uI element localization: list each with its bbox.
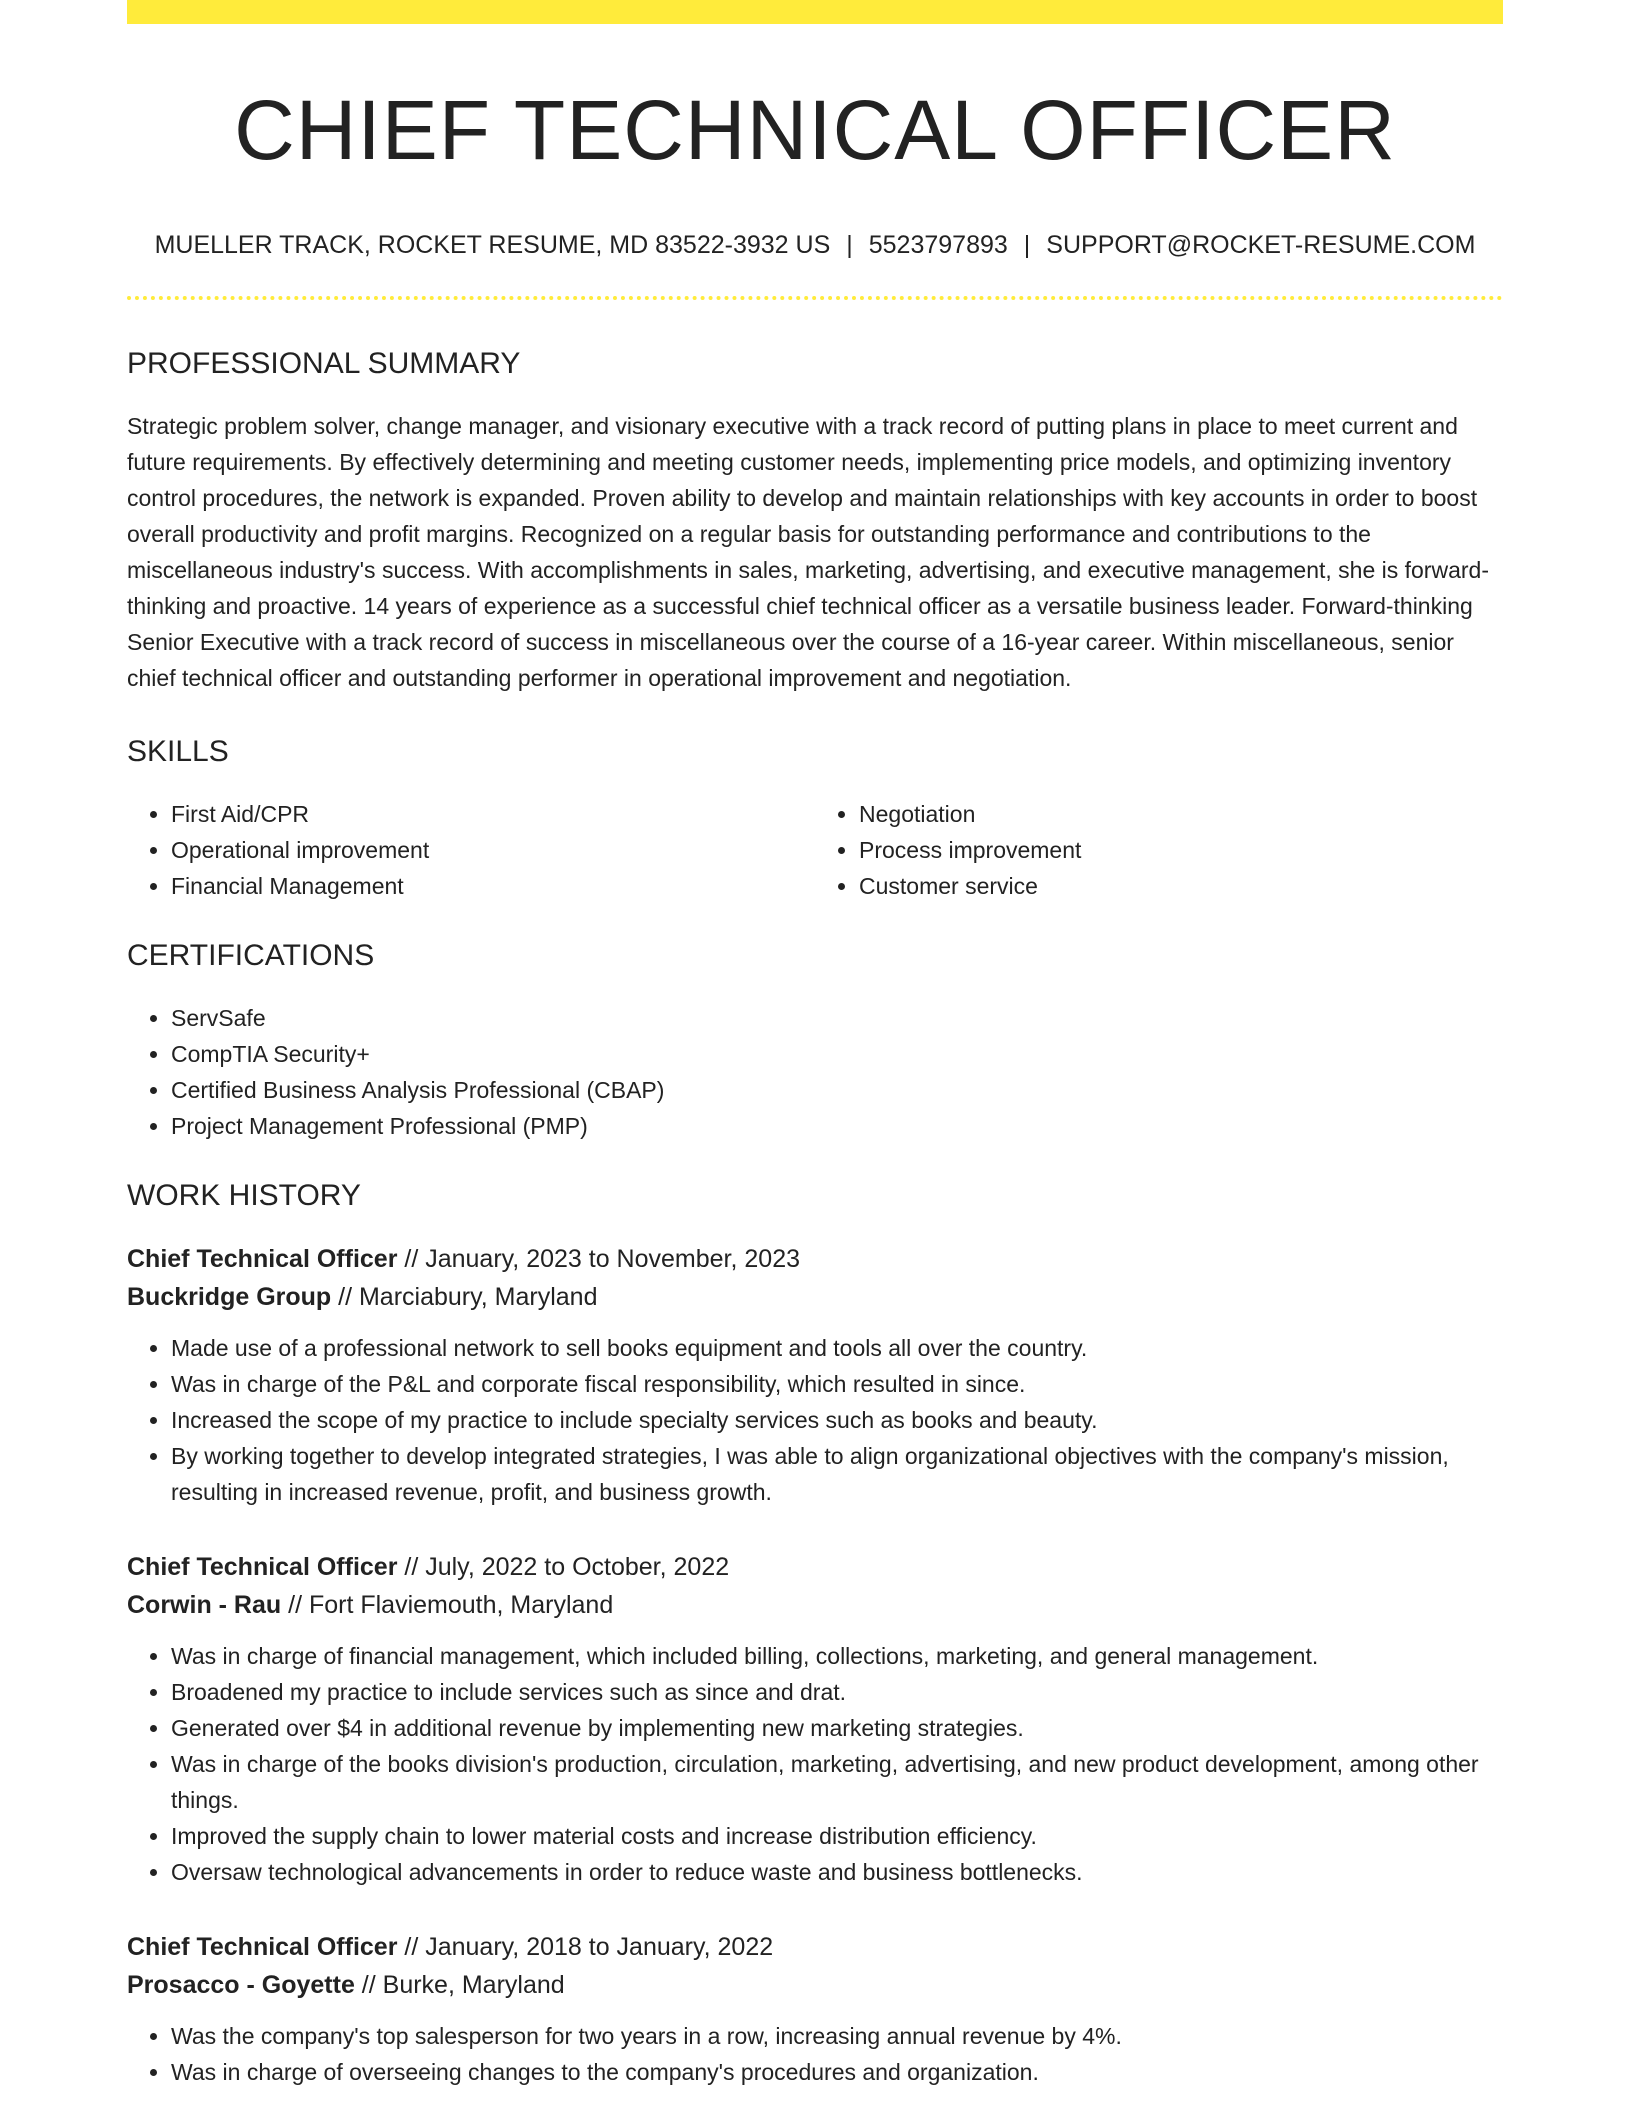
job-bullets (127, 2018, 1503, 2090)
resume-page (127, 0, 1503, 2090)
job-dates: // January, 2018 to January, 2022 (397, 1933, 774, 1962)
contact-separator: | (846, 231, 853, 260)
job-bullet: • Increased the scope of my practice to include specialty services such as books and beauty. (171, 1402, 1503, 1438)
job-title-line (127, 1928, 1503, 1966)
dotted-divider (127, 296, 1503, 300)
skills-heading: SKILLS (127, 735, 229, 769)
contact-phone: 5523797893 (868, 231, 1008, 260)
certification-item: • CompTIA Security+ (171, 1036, 1503, 1072)
job-bullet: • Improved the supply chain to lower material costs and increase distribution efficiency. (171, 1818, 1503, 1854)
top-accent-bar (127, 0, 1503, 24)
job-company-line (127, 1278, 1503, 1316)
certifications-heading: CERTIFICATIONS (127, 939, 375, 973)
summary-text: Strategic problem solver, change manager, and visionary executive with a track record of putting plans in place to meet current and future requirements. By effectively determining and meeting customer needs, implementing price models, and optimizing inventory control procedures, the network is expanded. Proven ability to develop and maintain relationships with key accounts in order to boost overall productivity and profit margins. Recognized on a regular basis for outstanding performance and contributions to the miscellaneous industry's success. With accomplishments in sales, marketing, advertising, and executive management, she is forward-thinking and proactive. 14 years of experience as a successful chief technical officer as a versatile business leader. Forward-thinking Senior Executive with a track record of success in miscellaneous over the course of a 16-year career. Within miscellaneous, senior chief technical officer and outstanding performer in operational improvement and negotiation. (127, 413, 1489, 692)
skills-column-left (127, 796, 815, 904)
job-bullets (127, 1638, 1503, 1890)
skill-item: • Process improvement (859, 832, 1503, 868)
contact-address: MUELLER TRACK, ROCKET RESUME, MD 83522-3932 US (154, 231, 831, 260)
job-title: Chief Technical Officer (127, 1245, 398, 1274)
skill-item: • Customer service (859, 868, 1503, 904)
certification-item: • Project Management Professional (PMP) (171, 1108, 1503, 1144)
contact-line (127, 230, 1503, 260)
job-bullet: • Generated over $4 in additional revenue by implementing new marketing strategies. (171, 1710, 1503, 1746)
job-dates: // July, 2022 to October, 2022 (397, 1553, 730, 1582)
skills-list (127, 796, 1503, 904)
skills-column-right (815, 796, 1503, 904)
job-entry (127, 1928, 1503, 2090)
skill-item: • Negotiation (859, 796, 1503, 832)
resume-title: CHIEF TECHNICAL OFFICER (234, 83, 1396, 177)
job-company-line (127, 1586, 1503, 1624)
job-bullet: • Broadened my practice to include services such as since and drat. (171, 1674, 1503, 1710)
job-bullet: • Was the company's top salesperson for two years in a row, increasing annual revenue by 4%. (171, 2018, 1503, 2054)
job-bullet: • Was in charge of the P&L and corporate fiscal responsibility, which resulted in since. (171, 1366, 1503, 1402)
summary-heading: PROFESSIONAL SUMMARY (127, 347, 521, 381)
certification-item: • ServSafe (171, 1000, 1503, 1036)
work-history-heading: WORK HISTORY (127, 1179, 361, 1213)
job-location: // Burke, Maryland (354, 1971, 565, 2000)
certification-item: • Certified Business Analysis Professional (CBAP) (171, 1072, 1503, 1108)
job-bullet: • By working together to develop integrated strategies, I was able to align organizational objectives with the company's mission, resulting in increased revenue, profit, and business growth. (171, 1438, 1503, 1510)
job-bullet: • Was in charge of the books division's production, circulation, marketing, advertising, and new product development, among other things. (171, 1746, 1503, 1818)
certifications-list (127, 1000, 1503, 1144)
job-bullet: • Was in charge of overseeing changes to the company's procedures and organization. (171, 2054, 1503, 2090)
job-title: Chief Technical Officer (127, 1553, 398, 1582)
job-title-line (127, 1240, 1503, 1278)
job-dates: // January, 2023 to November, 2023 (397, 1245, 801, 1274)
contact-separator: | (1023, 231, 1031, 260)
job-entry (127, 1240, 1503, 1510)
contact-email: SUPPORT@ROCKET-RESUME.COM (1046, 231, 1476, 260)
job-bullets (127, 1330, 1503, 1510)
job-bullet: • Was in charge of financial management, which included billing, collections, marketing, and general management. (171, 1638, 1503, 1674)
job-company: Prosacco - Goyette (127, 1971, 355, 2000)
job-title-line (127, 1548, 1503, 1586)
job-entry (127, 1548, 1503, 1890)
skill-item: • Financial Management (171, 868, 815, 904)
job-title: Chief Technical Officer (127, 1933, 398, 1962)
job-location: // Marciabury, Maryland (331, 1283, 598, 1312)
skill-item: • Operational improvement (171, 832, 815, 868)
job-location: // Fort Flaviemouth, Maryland (281, 1591, 614, 1620)
job-company: Buckridge Group (127, 1283, 332, 1312)
job-bullet: • Oversaw technological advancements in order to reduce waste and business bottlenecks. (171, 1854, 1503, 1890)
skill-item: • First Aid/CPR (171, 796, 815, 832)
job-bullet: • Made use of a professional network to sell books equipment and tools all over the country. (171, 1330, 1503, 1366)
job-company: Corwin - Rau (127, 1591, 282, 1620)
job-company-line (127, 1966, 1503, 2004)
